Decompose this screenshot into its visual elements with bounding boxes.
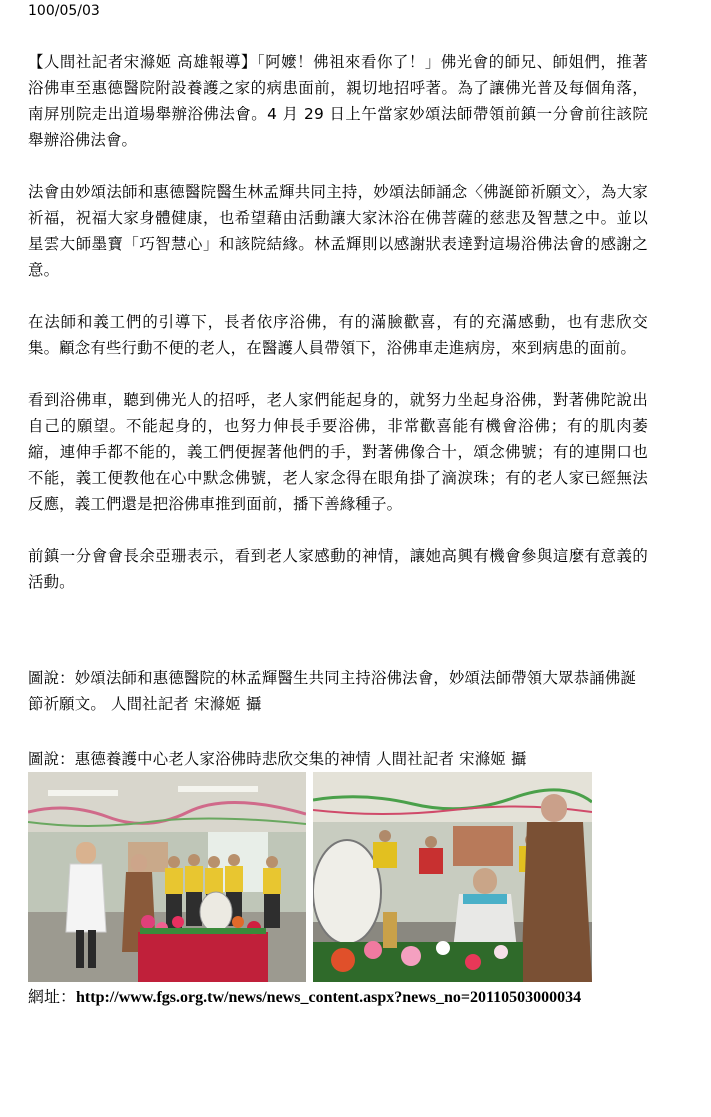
photo-caption: 圖說：惠德養護中心老人家浴佛時悲欣交集的神情 人間社記者 宋滌姬 攝: [28, 750, 527, 768]
article-paragraph: 法會由妙頌法師和惠德醫院醫生林孟輝共同主持，妙頌法師誦念〈佛誕節祈願文〉，為大家祈福，祝福大家身體健康，也希望藉由活動讓大家沐浴在佛菩薩的慈悲及智慧之中。並以星雲大師墨寶「巧智慧心」和該院結緣。林孟輝則以感謝狀表達對這場浴佛法會的感謝之意。: [28, 183, 648, 279]
source-url-link[interactable]: http://www.fgs.org.tw/news/news_content.aspx?news_no=20110503000034: [76, 989, 582, 1006]
ceremony-photo: [28, 772, 306, 982]
article-paragraph: 看到浴佛車，聽到佛光人的招呼，老人家們能起身的，就努力坐起身浴佛，對著佛陀說出自己的願望。不能起身的，也努力伸長手要浴佛，非常歡喜能有機會浴佛；有的肌肉萎縮，連伸手都不能的，義工們便握著他們的手，對著佛像合十，頌念佛號；有的連開口也不能，義工便教他在心中默念佛號，老人家念得在眼角掛了滴淚珠；有的老人家已經無法反應，義工們還是把浴佛車推到面前，播下善緣種子。: [28, 391, 648, 513]
bathing-buddha-photo: [313, 772, 592, 982]
article-paragraph: 【人間社記者宋滌姬 高雄報導】「阿嬤！佛祖來看你了！」佛光會的師兄、師姐們，推著浴佛車至惠德醫院附設養護之家的病患面前，親切地招呼著。為了讓佛光普及每個角落，南屏別院走出道場舉辦浴佛法會。4 月 29 日上午當家妙頌法師帶領前鎮一分會前往該院舉辦浴佛法會。: [28, 53, 648, 149]
photo-caption: 圖說：妙頌法師和惠德醫院的林孟輝醫生共同主持浴佛法會，妙頌法師帶領大眾恭誦佛誕節祈願文。 人間社記者 宋滌姬 攝: [28, 669, 637, 713]
article-paragraph: 前鎮一分會會長余亞珊表示，看到老人家感動的神情，讓她高興有機會參與這麼有意義的活動。: [28, 547, 648, 591]
source-url-line: [28, 986, 581, 1010]
article-paragraph: 在法師和義工們的引導下，長者依序浴佛，有的滿臉歡喜，有的充滿感動，也有悲欣交集。顧念有些行動不便的老人，在醫護人員帶領下，浴佛車走進病房，來到病患的面前。: [28, 313, 648, 357]
url-label: 網址：: [28, 989, 77, 1006]
article-body: [28, 49, 648, 621]
article-date: 100/05/03: [28, 3, 100, 19]
